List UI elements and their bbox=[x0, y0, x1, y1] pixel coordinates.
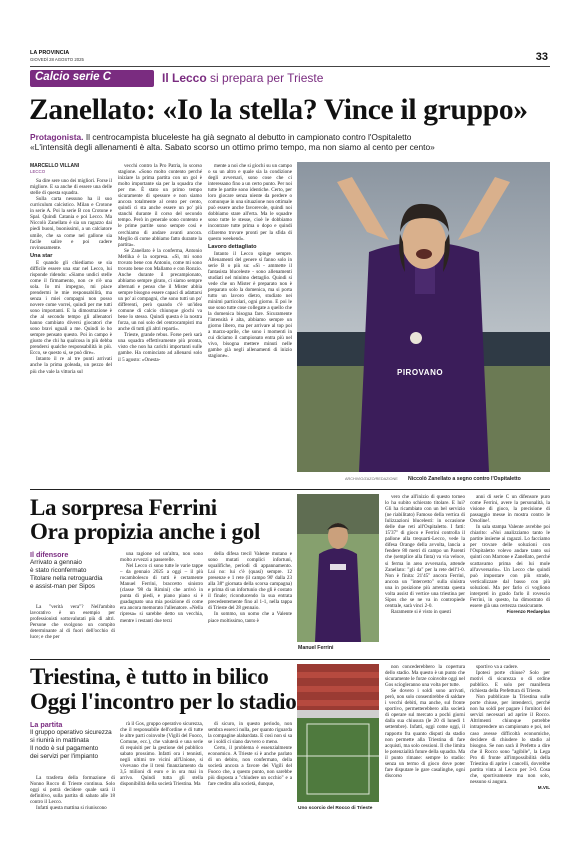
paragraph: della difesa trecil Valente mutano e sono mutati complici infortuni, squalifiche, periodi di appannamento. Lui no: lui c'è (quasi) sempre. 12 presenze e 1 rete (il campo 90' dalla 23 alla 38ª giornata della scorsa campagna) e prima di un infortunio che gli è costato il finale; riconducendo la sua entrata precedentemente fino al 1-1, nella tappa di Trieste del 28 gennaio. bbox=[208, 551, 292, 612]
section-tag-label: Calcio serie C bbox=[35, 71, 112, 83]
bottom-side-line: dei servizi per l'impianto bbox=[30, 753, 98, 760]
paragraph: Raramente si è visto in questi bbox=[391, 608, 452, 615]
paragraph: In sala stampa Valente avrebbe poi chiarito: «Noi analizziamo tanto le partite insieme ai ragazzi. Lo facciamo per trovare delle soluzioni con l'Ospitaletto volevo andare tanto sui quinti con Marrone e Zanellato, perché scattavamo prima dei lui mole all'avversario». Un Lecco che quindi può impostare con più strade, verticalizzare dal basso con più soluzioni. Ma per farlo ci vogliono interpreti in grado farlo il rovescio Ferrini, in questo, ha dimostrato di essere già una certezza rassicurante. bbox=[470, 524, 550, 609]
signoff: M.VIL bbox=[537, 784, 550, 790]
paragraph: Se dovero i soldi sono arrivati, però, non solo consentirebbe di saldare i vecchi debiti, ma anche, sul fronte sportivo, permetterebbero alla società di operare sul mercato a pochi giorni dalla sua chiusura (le 20 di lunedì 1 settembre). Infatti, oggi come oggi, il rapporto fra quanto disputi da stadio non permette alla Triestina di fare acquisti, ma solo cessioni. Il che limita le potenzialità future della squadra. Ma il punto rimane: sempre lo stadio: senza un termo di gioco dove poter fare disputare le gare casalinghe, ogni discorso bbox=[385, 688, 465, 779]
masthead-rule bbox=[30, 66, 550, 67]
bottom-column-1 bbox=[30, 775, 115, 837]
paragraph: anni di serie C un difensore puro come Ferrini, avere la personalità, la visione di gioco, la precisione di passaggio messe in mostra contro le Orsoline!. bbox=[470, 494, 550, 525]
mid-headline-1: La sorpresa Ferrini bbox=[30, 495, 217, 520]
signoff: Fiorenzo Redaeplas bbox=[506, 608, 550, 614]
bottom-column-5 bbox=[470, 664, 550, 837]
player-photo-illustration bbox=[297, 494, 379, 642]
mid-kicker: Il difensore bbox=[30, 550, 69, 559]
top-column-3 bbox=[208, 163, 292, 483]
mid-column-5 bbox=[470, 494, 550, 651]
top-lead bbox=[30, 132, 552, 153]
bottom-headline-1: Triestina, è tutto in bilico bbox=[30, 664, 269, 689]
paragraph: Non pubblicare la Triestina sulle porte chiuse, per intenderci, perché non ha soldi per pagare i fornitori dei servizi necessari ad aprire il Rocco. Altrimenti chiunque potrebbe intraprendere un campionato e poi, nel caso avesse difficoltà economiche, decidere di chiudere lo stadio al bisogno. Se non sarà il Prefetto a dire che il Rocco sono "agibile", la Lega Pro di fronte all'impossibilità della Triestina di aprire i cancelli, dovrebbe partita vinta al Lecco per 3-0. Cosa che, sportivamente ma non solo, nessuno si augura. bbox=[470, 694, 550, 785]
bottom-side-line: Il gruppo operativo sicurezza bbox=[30, 729, 112, 736]
mid-side-line: e assist-man per Sipos bbox=[30, 583, 95, 590]
paragraph: Trieste, grande rebus. Forse però sarà una squadra effettivamente più pronta, visto che non ha carichi importanti sulle gambe. Ha cominciato ad allenarsi solo il 5 agosto: «Onesta- bbox=[118, 332, 202, 363]
masthead bbox=[30, 50, 550, 64]
paragraph: una ragione od un'altra, non sono molto avvezzi a passerelle. bbox=[120, 551, 203, 564]
section-kicker bbox=[162, 71, 323, 85]
section-divider bbox=[30, 659, 550, 660]
bottom-column-2 bbox=[120, 721, 203, 837]
section-tag bbox=[30, 70, 154, 87]
bottom-kicker: La partita bbox=[30, 720, 63, 729]
paragraph: non concederebbero la copertura dello stadio. Ma questo è un punto che sicuramente le forze coinvolte oggi nel Gos sciogleranno una volta per tutte. bbox=[385, 664, 465, 689]
paragraph: Intanto il re al tre punti arrivati anche la prima goleada, un pezzo del più che vale la vittoria sul bbox=[30, 356, 112, 375]
section-kicker-rest: si prepara per Trieste bbox=[206, 71, 324, 85]
section-kicker-bold: Il Lecco bbox=[162, 71, 207, 85]
subhead-lavoro: Lavoro dettagliato bbox=[208, 243, 257, 250]
photo-credit: ARCHIVIO/ZAZO/REDAZIONE bbox=[345, 477, 398, 481]
ferrini-caption: Manuel Ferrini bbox=[298, 645, 334, 651]
subhead-star: Una star bbox=[30, 252, 53, 259]
top-lead-quote: «L'intensità degli allenamenti è alta. Sabato scorso un ottimo primo tempo, ma non siamo al cento per cento» bbox=[30, 142, 435, 153]
stadium-photo bbox=[297, 664, 379, 802]
top-column-2 bbox=[118, 163, 202, 483]
paragraph: La trasferta della formazione di Nonno Rocco di Trieste continua. Solo oggi si potrà decidere quale sarà il definitivo, sulla partita di sabato alle 18 contro il Lecco. bbox=[30, 775, 115, 806]
paragraph: Sulla carta nessuno ha il suo curriculum calcistico. Milan e Crotone in serie A. Poi la serie B con Crotone e Spal. Quindi Catania e poi Lecco. Ma Niccolò Zanellato è sia un ragazzo dai piedi buoni, buonissimi, a un calciatore umile, che sa come nel gallone sia facile salire e poi cadere rovinosamente. bbox=[30, 196, 112, 251]
bottom-column-4 bbox=[385, 664, 465, 837]
mid-headline-2: Ora propizia anche i gol bbox=[30, 519, 261, 544]
mid-side-line: Titolare nella retroguardia bbox=[30, 575, 103, 582]
paper-name: LA PROVINCIA bbox=[30, 50, 70, 56]
paragraph: Nel Lecco ci sono tutte le varie tappe – da gennaio 2025 a oggi – il più rocambolesco di tutti è certamente Manuel Ferrini, braccetto sinistro (classe '98 da Rimini) che arrivò in punta di piedi, e piano piano si è guadagnato una mia posizione di come era ancora memorato l'allenatore. «Nella ripresa» si sarebbe detto un vecchia, mentre i restanti due terzi bbox=[120, 563, 203, 624]
bottom-side-line: Il nodo è sul pagamento bbox=[30, 745, 99, 752]
dateline: LECCO bbox=[30, 169, 46, 175]
paragraph: sportivo va a cadere. bbox=[476, 664, 519, 670]
paragraph: La "verità vera"? Nell'ambito lavorativo è un esempio per professionisti sottovalutati più di altri. Persone che svolgono un compito determinante al di fuori dell'occhio di luce; e che per bbox=[30, 604, 115, 641]
bottom-side-box bbox=[30, 720, 115, 761]
paragraph: Sa dire sere uno dei migliori. Forse il migliore. E sa anche di essere una delle stelle di questa squadra. bbox=[30, 178, 112, 197]
mid-column-3 bbox=[208, 551, 292, 651]
paragraph: Infatti questa mattina si riuniscono bbox=[36, 805, 107, 812]
paragraph: di sicuro, in questo periodo, non sembra esserci nulla, per quanto riguarda la compagine alabardata. E così non si sa se i soldi ci siano davvero o meno. bbox=[208, 721, 292, 746]
shirt-sponsor: PIROVANO bbox=[397, 368, 444, 377]
paragraph: In sommo, un uomo che a Valente piace moltissimo, tanto è bbox=[208, 611, 292, 624]
photo-caption: Niccolò Zanellato a segno contro l'Ospitaletto bbox=[408, 476, 521, 482]
paragraph: vero che all'inizio di questo torneo lo ha subito schierato titolare. E lui? Gli ha ricambiato con un bel servizio (ne riabilitato) Famoso della vertica di Iulizzazioni blucelesti: in occasione delle due reti all'Ospitaletto. I fatti: 15'37" di gioco e Ferrini controlla il pallone alla trequarti-Lecco, vede la difesa Orange della avvolta, lancia a fendere 80 metri di campo un Parenti che (semplice alla finta) va via veloce, si ferma in area avversaria, attende Zanellato: "gli da" per la rete dell'1-0. Non è finita: 21'45" ancora Ferrini, ancora un "intercetto" sulla sinistra una in posizione più arretrata questa volta assist di vertice una triestina per Sipos che se ne va in contropiede centrale, sarà vinci 2-0. bbox=[385, 494, 465, 609]
paragraph: rà il Gos, gruppo operativo sicurezza, che il responsabile dell'ordine e di tutte le altre parti coinvolte (Vigili del Fuoco, Comune, ecc.), che valuterà e una serie di requisiti per la gestione del pubblico sabato prossimo. Infatti ora i tennisti, negli ultimi tre vicini all'Unione, si vivevano che il treni finanziamento da 3,5 milioni di euro e in ora mai in arrivo. Quindi tutta gli stella disponibilità della società Triestina. Ma bbox=[120, 721, 203, 788]
paragraph: Intanto il Lecco spinge sempre. Allenamenti del genere si fanno solo in serie B o più su: «Sì - ammette il fantasista bluceleste - sono allenamenti studiati nel minimo dettaglio. Quindi si vede che un Mister è preparato non è preparato solo la domenica, ma si porta tutto un lavoro dietro, studiato nei minimi particolari, ogni giorno. E poi le sue sono tutte cose collegate a quello che la domenica bisogna fare. Sicuramente l'intensità è alta, abbiamo sempre un giorno libero, ma per arrivare al top poi a marzo-aprile, che sono i momenti in cui diciamo il campionato entra più nel vivo, bisogna mettere minuti nelle gambe già negli allenamenti di inizio stagione». bbox=[208, 250, 292, 360]
bottom-side-line: si riunirà in mattinata bbox=[30, 737, 89, 744]
mid-side-line: Arrivato a gennaio bbox=[30, 559, 82, 566]
bottom-headline-2: Oggi l'incontro per lo stadio bbox=[30, 689, 297, 714]
paragraph: E quando gli chiediamo se sia difficile essere una star nel Lecco, lui risponde ridendo: «Siamo undici stelle come il firmamento, non ce n'è una sola. Io mi impegno, mi piace prendermi le mie responsabilità, ma senza i miei compagni non posso novere come vorrei, quindi per me tutti sono importanti. E la dimostrazione è che al secondo tempo gli allenatori hanno cambiato diversi giocatori che sono bravi uguali a me. Quindi io ho sempre pensato questo. Poi in campo è giusto che chi ha qualcosa in più debba prendersi qualche responsabilità in più. Ecco, se questo si, se può dire». bbox=[30, 259, 112, 357]
mid-side-box bbox=[30, 550, 115, 591]
zanellato-photo bbox=[297, 162, 550, 472]
top-lead-text: Il centrocampista bluceleste ha già segnato al debutto in campionato contro l'Ospitaletto bbox=[83, 132, 412, 142]
top-headline: Zanellato: «Io la stella? Vince il gruppo» bbox=[29, 94, 528, 126]
section-divider bbox=[30, 489, 550, 490]
paragraph: vecchi contro la Pro Patria, lo scorso stagione. «Sono molto contento perché iniziare la prima partita con un gol è molto importante sia per la squadra che per me. È stato un primo tempo sicuramente di spessore e non siamo ancora totalmente al cento per cento, quindi ci sta anche essere un po' più stanchi durante il corso del secondo tempo. Però in generale sono contento e le prime partite sono sempre così e cerchiamo di andare avanti ancora. Meglio di come abbiamo fatto durante la partita». bbox=[118, 163, 202, 248]
mid-column-1 bbox=[30, 604, 115, 650]
top-lead-bold: Protagonista. bbox=[30, 132, 84, 142]
issue-date: GIOVEDÌ 28 AGOSTO 2025 bbox=[30, 57, 84, 62]
stadium-caption: Uno scorcio del Rocco di Trieste bbox=[298, 806, 373, 811]
mid-column-2 bbox=[120, 551, 203, 651]
bottom-column-3 bbox=[208, 721, 292, 837]
ferrini-photo bbox=[297, 494, 379, 642]
page-number: 33 bbox=[535, 51, 548, 63]
stadium-photo-illustration bbox=[297, 162, 550, 472]
byline: MARCELLO VILLANI bbox=[30, 163, 80, 169]
paragraph: mente a noi che si giochi su un campo o su un altro e quale sia la condizione degli avversari, sono cose che ci interessano fino a un certo punto. Per noi tutte le partite sono identiche. Certo, per loro giocare senza niente da perdere o comunque in una situazione non ottimale può essere anche favorevole, quindi noi dobbiamo stare all'erta. Ma le squadre sono tutte le stesse, cioè le dobbiamo incontrare tutte prima o dopo e quindi cifaremo trovare pronti per la sfida di questo weekend». bbox=[208, 163, 292, 242]
stadium-illustration bbox=[297, 664, 379, 802]
mid-column-4 bbox=[385, 494, 465, 651]
paragraph: Certo, il problema è essenzialmente economico. A Trieste si è anche parlato di un debito, non confermato, della società ancora a favore dei Vigili del Fuoco che, a questo punto, non sarebbe più disposta a "chiudere un occhio" e a fare credito alla società, dunque, bbox=[208, 745, 292, 788]
top-column-1 bbox=[30, 163, 112, 483]
mid-side-line: è stato riconfermato bbox=[30, 567, 87, 574]
paragraph: Se Zanellato è la conferma, Antonio Metlika è la sorpresa. «Sì, mi sono trovato bene con Antonio, come mi sono trovato bene con Mallamo e con Ronzio. Anche durante il precampionato, abbiamo sempre girato, ci siamo sempre alternati e penso che il Mister abbia sempre bisogno essere capaci di adattarsi un po' ai compagni, che sono tutti un po' differenti, però quando c'è un'idea comune di calcio chiunque giochi va bene lo stesso. Quindi questa è la nostra forza, un noi solo del centrocampisti ma anche di tutti gli altri reparti». bbox=[118, 247, 202, 333]
paragraph: Ipotesi porte chiuse? Solo per motivi di sicurezza o di ordine pubblico. E solo per manifesta richiesta della Prefettura di Trieste. bbox=[470, 670, 550, 695]
